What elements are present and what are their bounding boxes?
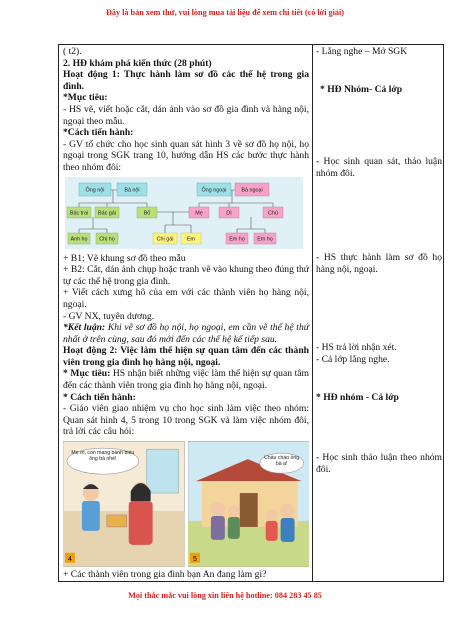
teacher-column (63, 46, 309, 581)
grandparent-figure (210, 516, 224, 540)
cake-box (107, 515, 127, 527)
step-3: + Viết cách xưng hô của em với các thành viên họ hàng nội, ngoại. (63, 287, 309, 310)
label-em: Em (186, 236, 196, 243)
family-tree-figure (65, 177, 303, 249)
father-figure (280, 518, 294, 542)
label-chi-ho: Chị họ (99, 236, 115, 243)
window-shape (147, 449, 179, 493)
label-ba-ngoai: Bà ngoại (241, 187, 263, 194)
procedure-2-text: - Giáo viên giao nhiệm vụ cho học sinh làm việc theo nhóm: Quan sát hình 4, 5 trong 10 trong SGK và làm việc nhóm đôi, trả lời các câu hỏi: (63, 403, 309, 438)
line-t2: ( t2). (63, 46, 82, 57)
illustration-4 (63, 441, 185, 567)
label-di: Dì (226, 210, 232, 217)
header-banner: Đây là bản xem thử, vui lòng mua tài liệu để xem chi tiết (có lời giải) (105, 8, 344, 17)
child-figure (265, 521, 277, 541)
bubble-4-text: Mẹ ơi, con mang bánh biếu ông bà nhé! (71, 450, 135, 463)
mother-body (129, 501, 153, 545)
grandmother-figure (227, 517, 239, 539)
step-1: + B1: Vẽ khung sơ đồ theo mẫu (63, 252, 186, 264)
illustration-5 (188, 441, 310, 567)
objective-label: *Mục tiêu: (63, 92, 108, 104)
student-note-6: - Cả lớp lắng nghe. (316, 354, 390, 365)
child-body (82, 501, 100, 531)
student-note-2: * HĐ Nhóm- Cả lớp (320, 84, 403, 95)
procedure-label: *Cách tiến hành: (63, 127, 134, 139)
label-bac-trai: Bác trai (69, 210, 89, 217)
label-chi-gai: Chị gái (156, 236, 174, 243)
student-note-4: - HS thực hành làm sơ đồ họ hàng nội, ngoại. (316, 252, 442, 275)
label-ba-noi: Bà nội (124, 187, 140, 194)
student-note-7: * HĐ nhóm - Cả lớp (316, 392, 399, 403)
activity-1-heading: Hoạt động 1: Thực hành làm sơ đồ các thế hệ trong gia đình. (63, 69, 309, 92)
label-em-ho-2: Em họ (257, 236, 273, 243)
objective-text: - HS vẽ, viết hoặc cắt, dán ảnh vào sơ đồ gia đình và hàng nội, ngoại theo mẫu. (63, 103, 309, 127)
figure-number-5: 5 (192, 555, 197, 563)
house-door (239, 493, 257, 527)
conclusion-label: *Kết luận: (63, 322, 106, 334)
objective-2-text: HS nhận biết những việc làm thể hiện sự quan tâm đến các thành viên trong gia đình họ hàng nội, ngoại. (63, 368, 309, 392)
objective-2 (63, 368, 309, 391)
label-me: Mẹ (195, 210, 203, 217)
question-1: + Các thành viên trong gia đình bạn An đang làm gì? (63, 569, 267, 581)
textbook-illustrations (63, 441, 309, 567)
figure-number-4: 4 (68, 555, 72, 563)
column-divider (312, 45, 313, 581)
procedure-text: - GV tổ chức cho học sinh quan sát hình 3 về sơ đồ họ nội, họ ngoại trong SGK trang 10, hướng dẫn HS các bước thực hành theo nhóm đôi: (63, 138, 309, 173)
footer-banner: Mọi thắc mắc vui lòng xin liên hệ hotline: 084 283 45 85 (128, 591, 322, 600)
label-em-ho-1: Em họ (229, 236, 245, 243)
student-note-5: - HS trả lời nhận xét. (316, 342, 397, 353)
label-chu: Chú (268, 210, 278, 217)
conclusion-text: Khi vẽ sơ đồ họ nội, họ ngoại, em cần vẽ thế hệ thứ nhất ở trên cùng, sau đó mới đến các thế hệ kế tiếp sau. (63, 322, 309, 345)
lesson-table (58, 44, 444, 582)
conclusion (63, 322, 309, 345)
label-bac-gai: Bác gái (98, 210, 116, 217)
bubble-5-text: Cháu chào ông bà ạ! (263, 455, 299, 468)
teacher-feedback: - GV NX, tuyên dương. (63, 310, 155, 322)
section-heading: 2. HĐ khám phá kiến thức (28 phút) (63, 57, 212, 69)
objective-2-label: * Mục tiêu: (63, 368, 111, 380)
label-ong-ngoai: Ông ngoại (201, 187, 227, 194)
procedure-2-label: * Cách tiến hành: (63, 391, 136, 403)
activity-2-heading: Hoạt động 2: Việc làm thể hiện sự quan tâm đến các thành viên trong gia đình họ hàng nội, ngoại. (63, 345, 309, 368)
student-note-1: - Lắng nghe – Mở SGK (316, 46, 408, 57)
step-2: + B2: Cắt, dán ảnh chụp hoặc tranh vẽ vào khung theo đúng thứ tự các thế hệ trong gia đình. (63, 264, 309, 287)
label-bo: Bố (143, 210, 151, 217)
student-note-3: - Học sinh quan sát, thảo luận nhóm đôi. (316, 156, 442, 179)
label-anh-ho: Anh họ (70, 236, 88, 243)
student-note-8: - Học sinh thảo luận theo nhóm đôi. (316, 452, 442, 475)
label-ong-noi: Ông nội (85, 187, 105, 194)
